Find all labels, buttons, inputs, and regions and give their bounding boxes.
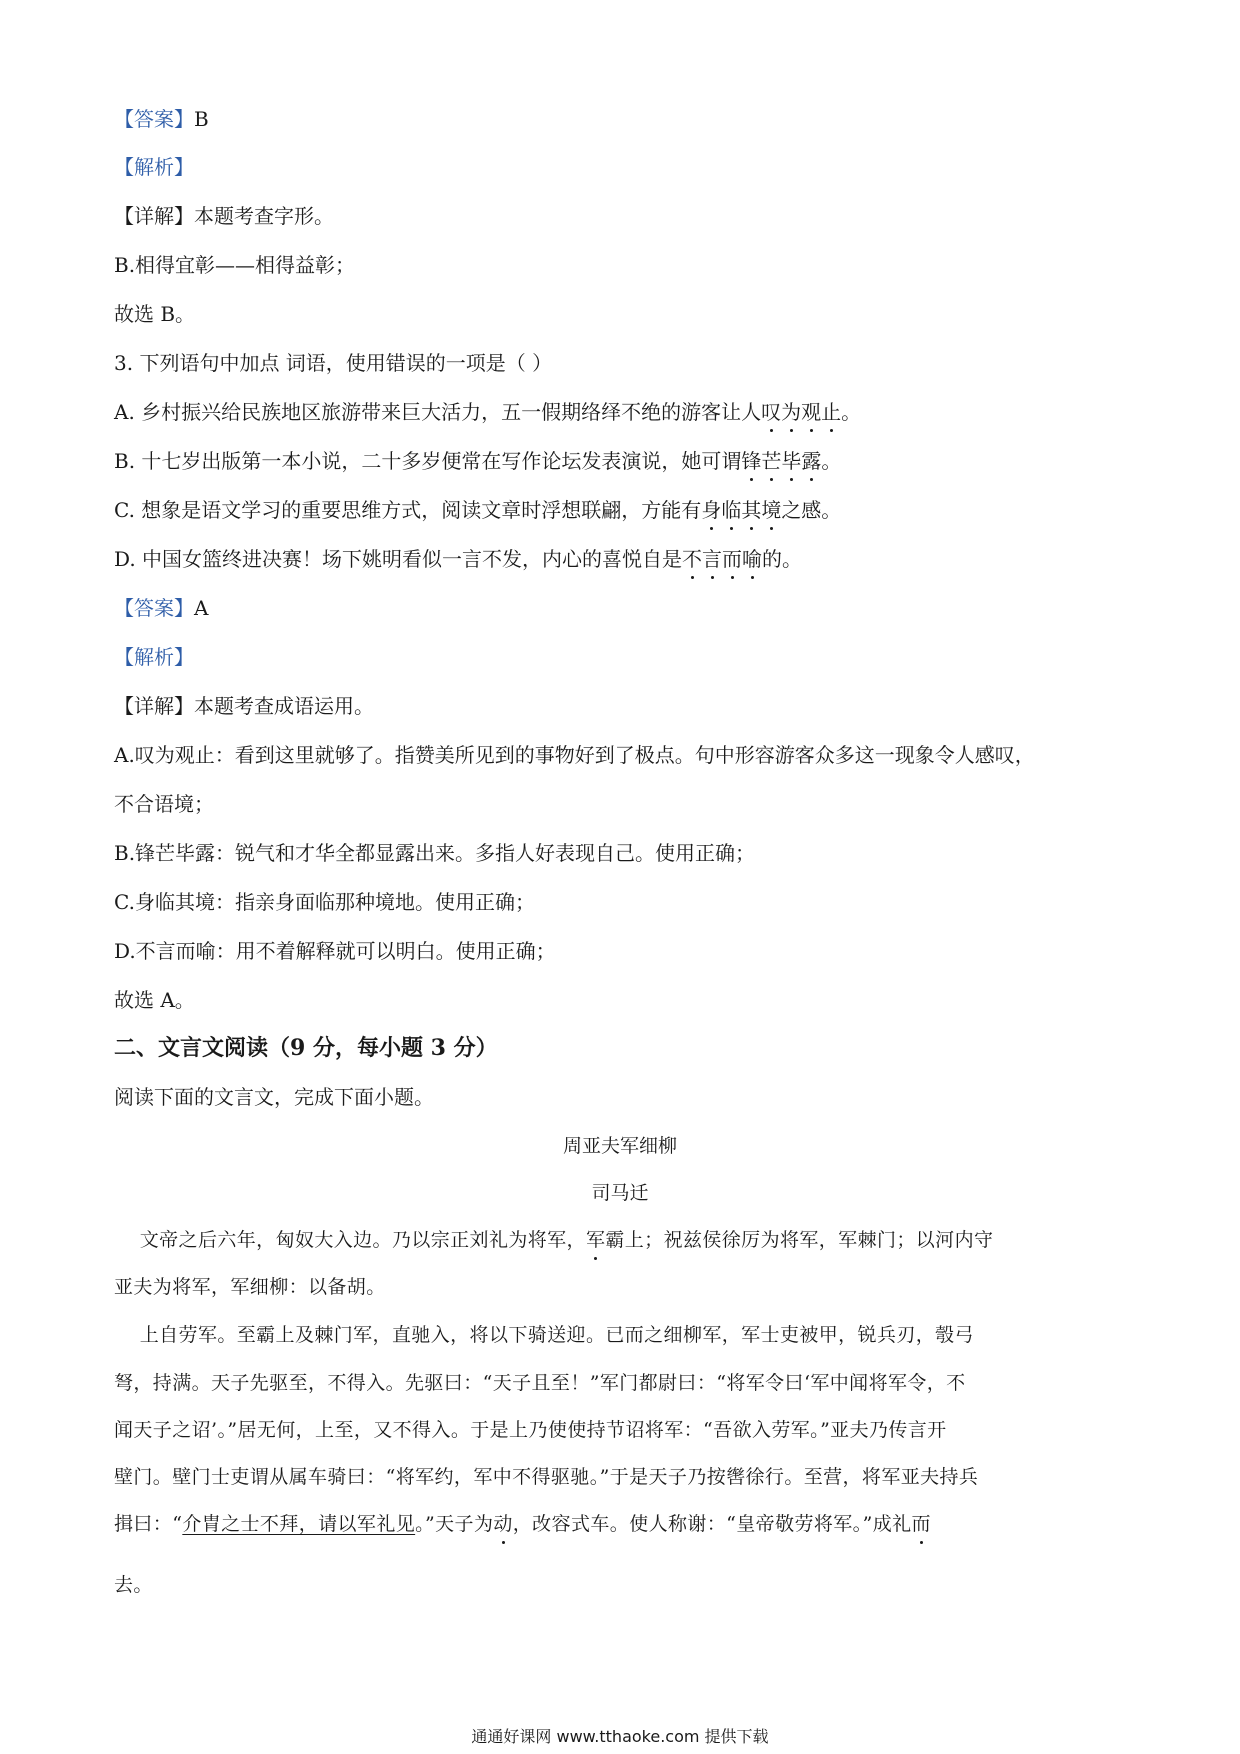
dotted-char: 军 xyxy=(586,1225,605,1255)
dotted-char: 言 xyxy=(702,544,722,574)
analysis-tag: 【解析】 xyxy=(114,155,194,179)
option-a-text: A. 乡村振兴给民族地区旅游带来巨大活力，五一假期络绎不绝的游客让人 xyxy=(114,400,762,424)
passage-p2-line5 xyxy=(114,1509,931,1539)
option-c-text: C. 想象是语文学习的重要思维方式，阅读文章时浮想联翩，方能有 xyxy=(114,498,702,522)
dotted-char: 喻 xyxy=(742,544,762,574)
dotted-char: 临 xyxy=(721,495,741,525)
dotted-char: 境 xyxy=(761,495,781,525)
detail-line: 【详解】本题考查字形。 xyxy=(114,204,334,228)
dotted-char: 不 xyxy=(682,544,702,574)
passage-text: 揖曰：“ xyxy=(114,1513,183,1535)
dotted-char: 露 xyxy=(801,446,821,476)
detail-line: 【详解】本题考查成语运用。 xyxy=(114,694,374,718)
dotted-char: 动 xyxy=(493,1509,512,1539)
passage-p2-line1: 上自劳军。至霸上及棘门军，直驰入，将以下骑送迎。已而之细柳军，军士吏被甲，锐兵刃，彀弓 xyxy=(114,1324,974,1346)
explanation-b: B.锋芒毕露：锐气和才华全都显露出来。多指人好表现自己。使用正确； xyxy=(114,841,756,865)
passage-text: 霸上；祝兹侯徐厉为将军，军棘门；以河内守 xyxy=(605,1229,994,1251)
explanation-d: D.不言而喻：用不着解释就可以明白。使用正确； xyxy=(114,939,556,963)
option-b xyxy=(114,446,841,476)
passage-p1-line2: 亚夫为将军，军细柳：以备胡。 xyxy=(114,1276,386,1298)
dotted-char: 止 xyxy=(821,397,841,427)
option-b-end: 。 xyxy=(821,449,842,473)
option-d-text: D. 中国女篮终进决赛！场下姚明看似一言不发，内心的喜悦自是 xyxy=(114,547,683,571)
dotted-char: 身 xyxy=(701,495,721,525)
passage-text: 文帝之后六年，匈奴大入边。乃以宗正刘礼为将军， xyxy=(114,1229,586,1251)
passage-p2-line4: 壁门。壁门士吏谓从属车骑曰：“将军约，军中不得驱驰。”于是天子乃按辔徐行。至营，将军亚夫持兵 xyxy=(114,1466,979,1488)
conclusion-line: 故选 A。 xyxy=(114,988,195,1012)
passage-text: ，改容式车。使人称谢：“皇帝敬劳将军。”成礼 xyxy=(512,1513,912,1535)
passage-p2-line6: 去。 xyxy=(114,1574,153,1596)
explanation-line: B.相得宜彰——相得益彰； xyxy=(114,253,356,277)
option-d-end: 的。 xyxy=(762,547,803,571)
dotted-char: 芒 xyxy=(761,446,781,476)
underlined-sentence: 介胄之士不拜，请以军礼见 xyxy=(182,1513,416,1535)
option-a xyxy=(114,397,861,427)
dotted-char: 而 xyxy=(912,1509,931,1539)
explanation-a-line2: 不合语境； xyxy=(114,792,214,816)
question-stem: 3. 下列语句中加点 词语，使用错误的一项是（ ） xyxy=(114,351,553,375)
passage-p1-line1 xyxy=(114,1225,993,1255)
q2-answer-line xyxy=(114,104,209,134)
section-instruction: 阅读下面的文言文，完成下面小题。 xyxy=(114,1085,434,1109)
analysis-tag: 【解析】 xyxy=(114,645,194,669)
dotted-char: 其 xyxy=(741,495,761,525)
answer-value: A xyxy=(194,596,209,620)
conclusion-line: 故选 B。 xyxy=(114,302,196,326)
explanation-a-line1: A.叹为观止：看到这里就够了。指赞美所见到的事物好到了极点。句中形容游客众多这一现象令人感叹， xyxy=(114,743,1035,767)
passage-title: 周亚夫军细柳 xyxy=(562,1135,677,1157)
option-c xyxy=(114,495,841,525)
option-d xyxy=(114,544,802,574)
option-a-end: 。 xyxy=(841,400,862,424)
passage-p2-line3: 闻天子之诏’。”居无何，上至，又不得入。于是上乃使使持节诏将军：“吾欲入劳军。”亚夫乃传言开 xyxy=(114,1419,947,1441)
section-heading: 二、文言文阅读（9 分，每小题 3 分） xyxy=(114,1035,498,1061)
option-c-end: 之感。 xyxy=(781,498,842,522)
page-footer: 通通好课网 www.tthaoke.com 提供下载 xyxy=(471,1727,769,1746)
answer-value: B xyxy=(194,107,209,131)
dotted-char: 锋 xyxy=(741,446,761,476)
answer-tag: 【答案】 xyxy=(114,596,194,620)
passage-author: 司马迁 xyxy=(591,1182,649,1204)
dotted-char: 观 xyxy=(801,397,821,427)
dotted-char: 而 xyxy=(722,544,742,574)
answer-tag: 【答案】 xyxy=(114,107,194,131)
dotted-char: 叹 xyxy=(761,397,781,427)
q3-answer-line xyxy=(114,593,208,623)
dotted-char: 为 xyxy=(781,397,801,427)
option-b-text: B. 十七岁出版第一本小说，二十多岁便常在写作论坛发表演说，她可谓 xyxy=(114,449,742,473)
dotted-char: 毕 xyxy=(781,446,801,476)
explanation-c: C.身临其境：指亲身面临那种境地。使用正确； xyxy=(114,890,535,914)
passage-text: 。”天子为 xyxy=(415,1513,494,1535)
passage-p2-line2: 弩，持满。天子先驱至，不得入。先驱曰：“天子且至！”军门都尉曰：“将军令曰‘军中闻将军令，不 xyxy=(114,1372,966,1394)
